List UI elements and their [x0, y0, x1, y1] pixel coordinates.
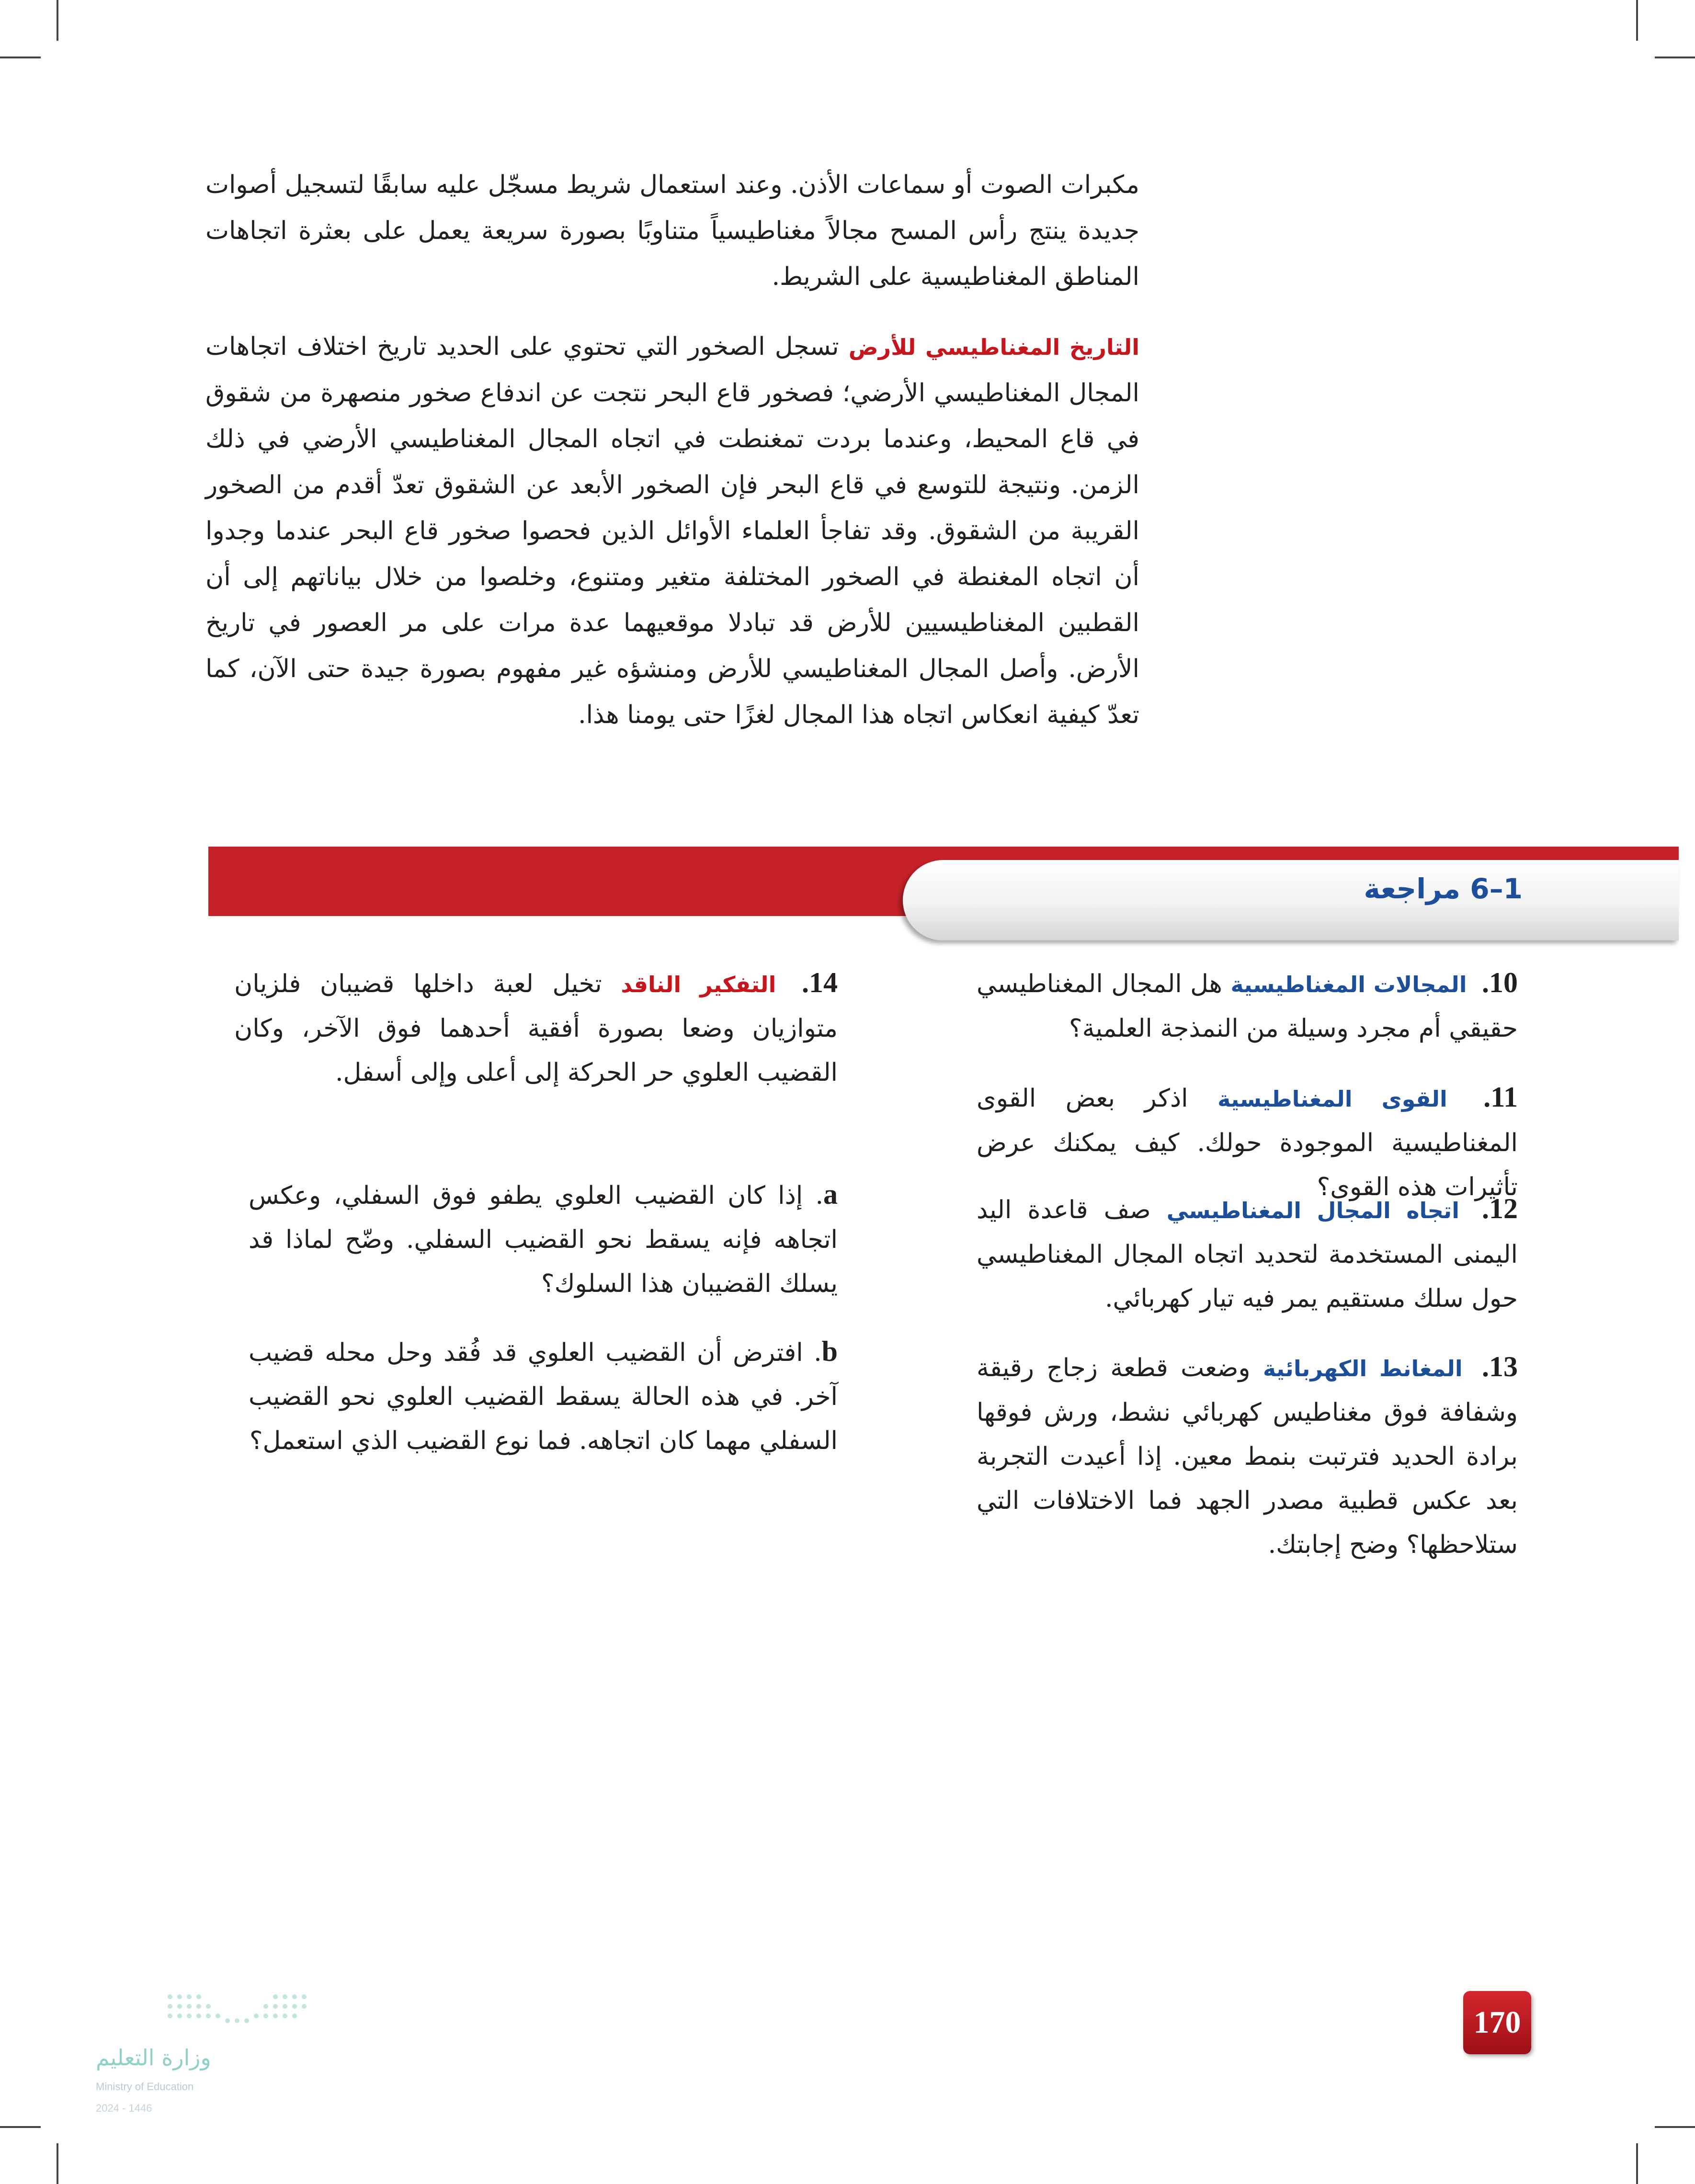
review-section-number: 1–6 [1470, 872, 1523, 905]
question-14 [234, 961, 838, 1095]
question-text: صف قاعدة اليد اليمنى المستخدمة لتحديد اتجاه المجال المغناطيسي حول سلك مستقيم يمر فيه تيار كهربائي. [977, 1196, 1518, 1313]
ministry-name-en: Ministry of Education [96, 2081, 194, 2093]
intro-paragraph: مكبرات الصوت أو سماعات الأذن. وعند استعمال شريط مسجّل عليه سابقًا لتسجيل أصوات جديدة ينتج رأس المسح مجالاً مغناطيسياً متناوبًا بصورة سريعة يعمل على بعثرة اتجاهات المناطق المغناطيسية على الشريط. [205, 170, 1139, 291]
crop-mark [1655, 57, 1695, 58]
crop-mark [0, 2126, 41, 2128]
question-keyword: القوى المغناطيسية [1217, 1086, 1447, 1112]
review-banner-tab [903, 860, 1679, 940]
question-number: 11. [1483, 1081, 1518, 1113]
question-text: هل المجال المغناطيسي حقيقي أم مجرد وسيلة من النمذجة العلمية؟ [977, 970, 1518, 1043]
question-13 [977, 1345, 1518, 1567]
subpart-text: . إذا كان القضيب العلوي يطفو فوق السفلي، وعكس اتجاهه فإنه يسقط نحو القضيب السفلي. وضّح لماذا قد يسلك القضيبان هذا السلوك؟ [249, 1181, 838, 1298]
subpart-text: . افترض أن القضيب العلوي قد فُقد وحل محله قضيب آخر. في هذه الحالة يسقط القضيب العلوي نحو القضيب السفلي مهما كان اتجاهه. فما نوع القضيب الذي استعمل؟ [249, 1338, 838, 1455]
ministry-year: 2024 - 1446 [96, 2102, 152, 2114]
crop-mark [0, 57, 41, 58]
question-14-part-b [249, 1329, 838, 1463]
review-title [1364, 872, 1523, 905]
magnetic-history-keyword: التاريخ المغناطيسي للأرض [848, 334, 1139, 360]
review-title-text: مراجعة [1364, 872, 1461, 905]
question-number: 12. [1482, 1193, 1518, 1224]
question-keyword: التفكير الناقد [621, 972, 776, 997]
subpart-letter: b [821, 1335, 838, 1367]
question-14-part-a [249, 1172, 838, 1306]
question-keyword: المغانط الكهربائية [1263, 1356, 1463, 1381]
question-number: 14. [802, 967, 838, 998]
question-text: تخيل لعبة داخلها قضيبان فلزيان متوازيان وضعا بصورة أفقية أحدهما فوق الآخر، وكان القضيب العلوي حر الحركة إلى أعلى وإلى أسفل. [234, 970, 838, 1087]
question-12 [977, 1187, 1518, 1321]
question-number: 13. [1482, 1351, 1518, 1382]
subpart-letter: a [823, 1178, 838, 1210]
question-number: 10. [1482, 967, 1518, 998]
question-10 [977, 961, 1518, 1051]
magnetic-history-paragraph [205, 324, 1139, 738]
question-keyword: اتجاه المجال المغناطيسي [1166, 1198, 1459, 1223]
question-text: وضعت قطعة زجاج رقيقة وشفافة فوق مغناطيس كهربائي نشط، ورش فوقها برادة الحديد فترتبت بنمط معين. إذا أعيدت التجربة بعد عكس قطبية مصدر الجهد فما الاختلافات التي ستلاحظها؟ وضح إجابتك. [977, 1354, 1518, 1559]
question-text: اذكر بعض القوى المغناطيسية الموجودة حولك. كيف يمكنك عرض تأثيرات هذه القوى؟ [977, 1084, 1518, 1201]
magnetic-history-text: تسجل الصخور التي تحتوي على الحديد تاريخ اختلاف اتجاهات المجال المغناطيسي الأرضي؛ فصخور قاع البحر نتجت عن اندفاع صخور منصهرة من شقوق في قاع المحيط، وعندما بردت تمغنطت في اتجاه المجال المغناطيسي الأرضي في ذلك الزمن. ونتيجة للتوسع في قاع البحر فإن الصخور الأبعد عن الشقوق تعدّ أقدم من الصخور القريبة من الشقوق. وقد تفاجأ العلماء الأوائل الذين فحصوا صخور قاع البحر عندما وجدوا أن اتجاه المغنطة في الصخور المختلفة متغير ومتنوع، وخلصوا من خلال بياناتهم إلى أن القطبين المغناطيسيين للأرض قد تبادلا موقعيهما عدة مرات على مر العصور في تاريخ الأرض. وأصل المجال المغناطيسي للأرض ومنشؤه غير مفهوم بصورة جيدة حتى الآن، كما تعدّ كيفية انعكاس اتجاه هذا المجال لغزًا حتى يومنا هذا. [205, 332, 1139, 729]
crop-mark [57, 0, 58, 41]
question-keyword: المجالات المغناطيسية [1230, 972, 1467, 997]
crop-mark [1655, 2126, 1695, 2128]
crop-mark [1636, 2143, 1638, 2184]
crop-mark [57, 2143, 58, 2184]
crop-mark [1636, 0, 1638, 41]
ministry-name: وزارة التعليم [96, 2045, 211, 2071]
page-number: 170 [1463, 1991, 1531, 2054]
